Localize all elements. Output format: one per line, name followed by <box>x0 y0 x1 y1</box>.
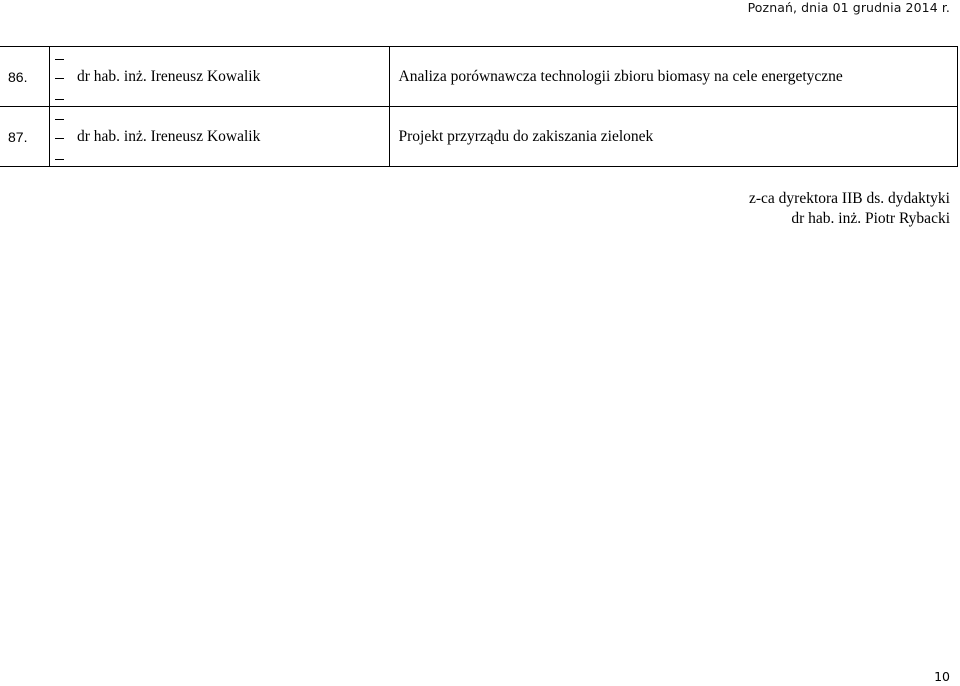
page-number: 10 <box>934 669 950 684</box>
dash-icon <box>55 119 64 120</box>
dash-icon <box>55 159 64 160</box>
table-row <box>0 47 958 107</box>
dash-icon <box>55 78 64 79</box>
signatory-position: z-ca dyrektora IIB ds. dydaktyki <box>748 190 950 207</box>
bullet-dashes <box>49 47 71 107</box>
signatory-name: dr hab. inż. Piotr Rybacki <box>791 210 950 227</box>
thesis-topics-table <box>0 46 958 167</box>
table-row <box>0 107 958 167</box>
signature-block <box>749 189 950 229</box>
row-number: 86. <box>0 47 49 107</box>
bullet-dashes <box>49 107 71 167</box>
supervisor-name: dr hab. inż. Ireneusz Kowalik <box>71 107 389 167</box>
thesis-title: Projekt przyrządu do zakiszania zielonek <box>389 107 958 167</box>
dash-icon <box>55 138 64 139</box>
supervisor-name: dr hab. inż. Ireneusz Kowalik <box>71 47 389 107</box>
dash-icon <box>55 59 64 60</box>
thesis-title: Analiza porównawcza technologii zbioru biomasy na cele energetyczne <box>389 47 958 107</box>
header-place-date: Poznań, dnia 01 grudnia 2014 r. <box>747 0 950 15</box>
row-number: 87. <box>0 107 49 167</box>
dash-icon <box>55 99 64 100</box>
